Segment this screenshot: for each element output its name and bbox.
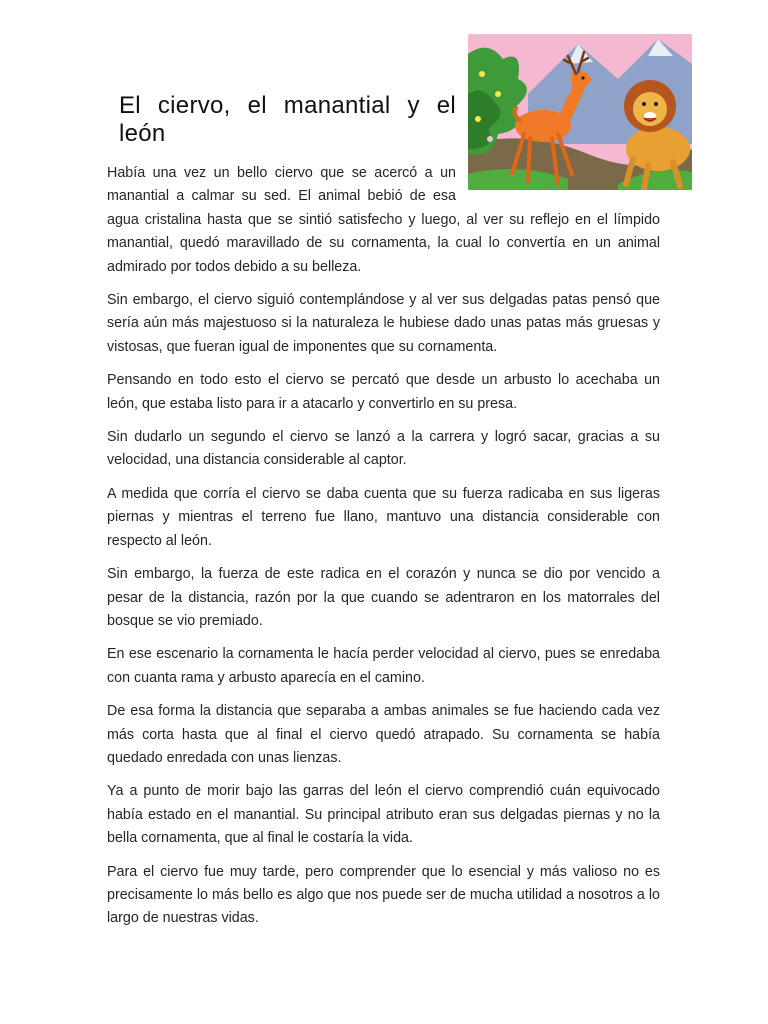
paragraph: Sin embargo, la fuerza de este radica en el corazón y nunca se dio por vencido a pesar de la distancia, razón por la que cuando se adentraron en los matorrales del bosque se vio premiado. (107, 566, 660, 629)
paragraph: Sin embargo, el ciervo siguió contemplándose y al ver sus delgadas patas pensó que sería aún más majestuoso si la naturaleza le hubiese dado unas patas más gruesas y vistosas, que fueran igual de imponentes que su cornamenta. (107, 292, 660, 355)
flower (475, 116, 481, 122)
deer-and-lion-illustration (468, 34, 692, 190)
flower (495, 91, 501, 97)
document-body (107, 162, 660, 931)
paragraph: Sin dudarlo un segundo el ciervo se lanzó a la carrera y logró sacar, gracias a su velocidad, una distancia considerable al captor. (107, 429, 660, 469)
flower (487, 136, 493, 142)
paragraph: Pensando en todo esto el ciervo se percató que desde un arbusto lo acechaba un león, que estaba listo para ir a atacarlo y convertirlo en su presa. (107, 372, 660, 412)
paragraph: Para el ciervo fue muy tarde, pero comprender que lo esencial y más valioso no es precisamente lo más bello es algo que nos puede ser de mucha utilidad a nosotros a lo largo de nuestras vidas. (107, 863, 660, 927)
paragraph: Había una vez un bello ciervo que se acercó a un manantial a calmar su sed. El animal bebió de esa agua cristalina hasta que se sintió satisfecho y luego, al ver su reflejo en el límpido manantial, quedó maravillado de su cornamenta, la cual lo convertía en un animal admirado por todos debido a su belleza. (107, 165, 660, 275)
document-page (107, 30, 660, 941)
paragraph: En ese escenario la cornamenta le hacía perder velocidad al ciervo, pues se enredaba con cuanta rama y arbusto aparecía en el camino. (107, 646, 660, 686)
paragraph: De esa forma la distancia que separaba a ambas animales se fue haciendo cada vez más corta hasta que al final el ciervo quedó atrapado. Su cornamenta se había quedado enredada con unas lienzas. (107, 703, 660, 766)
paragraph: A medida que corría el ciervo se daba cuenta que su fuerza radicaba en sus ligeras piernas y mientras el terreno fue llano, mantuvo una distancia considerable con respecto al león. (107, 485, 660, 549)
illustration-svg (468, 34, 692, 190)
document-title-text: El ciervo, el manantial y el león (119, 92, 456, 147)
paragraph: Ya a punto de morir bajo las garras del león el ciervo comprendió cuán equivocado había estado en el manantial. Su principal atributo eran sus delgadas piernas y no la bella cornamenta, que al final le costaría la vida. (107, 783, 660, 847)
flower (479, 71, 485, 77)
